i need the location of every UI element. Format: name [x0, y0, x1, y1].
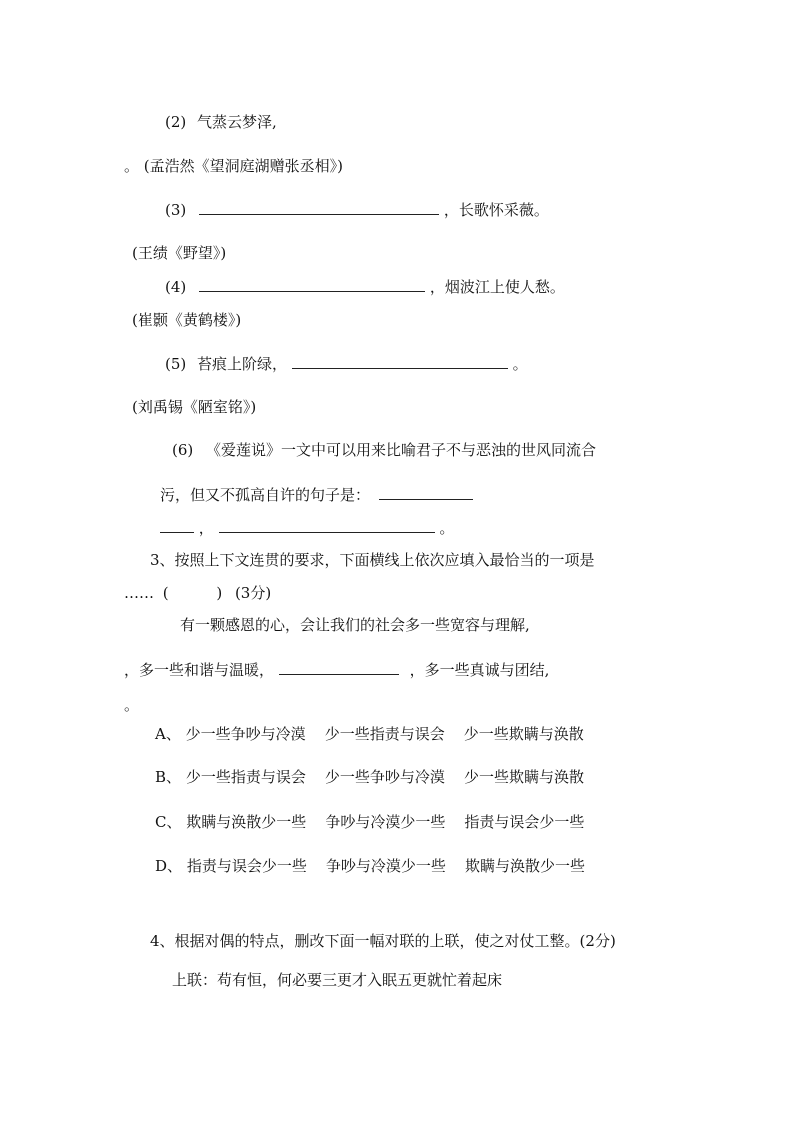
item3-line [165, 200, 549, 220]
item4-source: (崔颢《黄鹤楼》) [132, 311, 242, 329]
item6-line3 [160, 518, 454, 538]
item4-line [165, 277, 565, 297]
q3-answer-line [124, 583, 271, 603]
item5-line [165, 354, 528, 374]
answer-blank[interactable] [199, 277, 425, 292]
passage-text: ，多一些和谐与温暖， [124, 661, 275, 679]
option-label: B、 [155, 768, 182, 786]
q4-stem: 4、根据对偶的特点，删改下面一幅对联的上联，使之对仗工整。(2分) [150, 932, 616, 950]
item-number: (2) [165, 113, 187, 131]
item-number: (4) [165, 278, 187, 296]
end-mark: 。 [439, 519, 455, 537]
item-text: 气蒸云梦泽, [197, 113, 277, 131]
q3-passage3: 。 [124, 696, 140, 714]
option-label: D、 [155, 857, 183, 875]
score: (3分) [234, 584, 272, 602]
item-text: ，烟波江上使人愁。 [429, 278, 565, 296]
item2-source [124, 156, 343, 176]
option-label: C、 [155, 813, 182, 831]
answer-paren[interactable]: ( ) [162, 584, 223, 602]
item-text: ，长歌怀采薇。 [443, 201, 549, 219]
answer-blank[interactable] [199, 200, 439, 215]
item5-source: (刘禹锡《陋室铭》) [132, 398, 257, 416]
item-suffix: 。 [512, 355, 528, 373]
item6-line1 [172, 440, 596, 460]
item6-line2 [160, 485, 473, 505]
item-prefix: 苔痕上阶绿， [197, 355, 288, 373]
item-number: (3) [165, 201, 187, 219]
option-a[interactable] [155, 724, 584, 744]
option-b[interactable] [155, 767, 584, 787]
item2-line [165, 112, 277, 132]
item3-source: (王绩《野望》) [132, 244, 227, 262]
option-label: A、 [155, 725, 181, 743]
q3-passage2 [124, 660, 549, 680]
item-text: 污，但又不孤高自许的句子是： [160, 486, 371, 504]
item-number: (5) [165, 355, 187, 373]
answer-blank[interactable] [292, 354, 508, 369]
item-number: (6) [172, 441, 194, 459]
q3-stem: 3、按照上下文连贯的要求，下面横线上依次应填入最恰当的一项是 [150, 551, 595, 569]
q3-passage1: 有一颗感恩的心，会让我们的社会多一些宽容与理解, [180, 616, 530, 634]
item-text: 《爱莲说》一文中可以用来比喻君子不与恶浊的世风同流合 [206, 441, 597, 459]
separator: ， [198, 519, 214, 537]
option-text: 欺瞒与涣散少一些 争吵与冷漠少一些 指责与误会少一些 [186, 813, 585, 831]
option-text: 指责与误会少一些 争吵与冷漠少一些 欺瞒与涣散少一些 [186, 857, 585, 875]
dots: …… [124, 584, 154, 602]
option-text: 少一些争吵与冷漠 少一些指责与误会 少一些欺瞒与涣散 [185, 725, 584, 743]
source-prefix: 。 [124, 157, 140, 175]
option-text: 少一些指责与误会 少一些争吵与冷漠 少一些欺瞒与涣散 [185, 768, 584, 786]
option-c[interactable] [155, 812, 584, 832]
answer-blank[interactable] [279, 660, 399, 675]
passage-text: ，多一些真诚与团结, [409, 661, 550, 679]
source-text: (孟浩然《望洞庭湖赠张丞相》) [143, 157, 344, 175]
q4-couplet: 上联：苟有恒，何必要三更才入眠五更就忙着起床 [172, 971, 503, 989]
answer-blank[interactable] [379, 485, 473, 500]
option-d[interactable] [155, 856, 585, 876]
answer-blank[interactable] [219, 518, 435, 533]
answer-blank[interactable] [160, 518, 194, 533]
